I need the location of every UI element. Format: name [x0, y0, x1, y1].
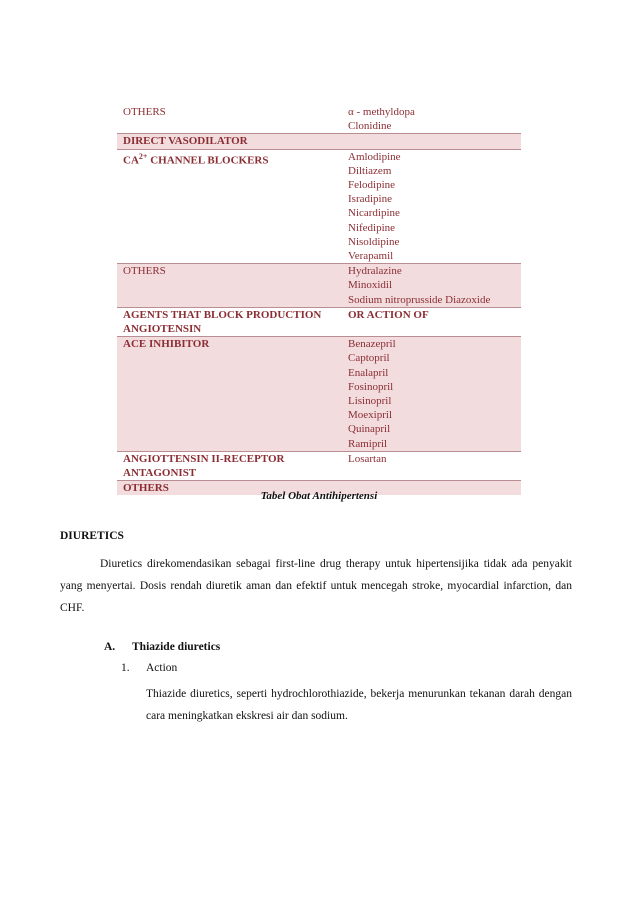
drug-name: Felodipine [348, 179, 396, 192]
paragraph-text: Diuretics direkomendasikan sebagai first-line drug therapy untuk hipertensijika tidak ada penyakit yang menyertai. Dosis rendah diuretik aman dan efektif untuk mencegah stroke, myocardial infarction, dan CHF. [60, 558, 572, 614]
drug-name: Captopril [348, 352, 390, 365]
table-row [117, 264, 521, 308]
table-row [117, 134, 521, 149]
drug-name: Sodium nitroprusside Diazoxide [348, 293, 491, 306]
table-row [117, 308, 521, 337]
drug-name: Lisinopril [348, 395, 392, 408]
drug-list [344, 105, 521, 133]
drug-name: Verapamil [348, 250, 394, 263]
section-heading: DIURETICS [60, 530, 124, 542]
drug-list [344, 308, 521, 336]
drug-list [344, 337, 521, 451]
drug-name: Enalapril [348, 366, 389, 379]
drug-name: Benazepril [348, 338, 396, 351]
drug-name: Hydralazine [348, 265, 402, 278]
antihypertensive-drug-table [117, 105, 521, 495]
drug-list [344, 452, 521, 480]
drug-class: ACE INHIBITOR [123, 338, 210, 351]
drug-class: OTHERS [123, 482, 169, 495]
drug-class: $CA^{2+}$ CHANNEL BLOCKERS [123, 151, 269, 167]
drug-list [344, 264, 521, 307]
table-caption: Tabel Obat Antihipertensi [260, 490, 378, 502]
drug-name: Nifedipine [348, 221, 396, 234]
table-row [117, 150, 521, 265]
drug-name: Isradipine [348, 193, 392, 206]
drug-name: Nisoldipine [348, 235, 400, 248]
table-row [117, 452, 521, 481]
table-row [117, 105, 521, 134]
drug-class: OTHERS [123, 265, 166, 278]
drug-name: Nicardipine [348, 207, 400, 220]
drug-name: Losartan [348, 452, 387, 465]
drug-name: Fosinopril [348, 380, 394, 393]
list-item-text: Thiazide diuretics, seperti hydrochlorothiazide, bekerja menurunkan tekanan darah dengan cara meningkatkan ekskresi air dan sodium. [146, 688, 572, 722]
drug-name: Quinapril [348, 423, 391, 436]
drug-class-continued: OR ACTION OF [348, 308, 429, 321]
drug-class: DIRECT VASODILATOR [123, 135, 248, 148]
section-paragraph [60, 553, 572, 619]
list-item-heading [121, 662, 177, 674]
drug-name: Diltiazem [348, 164, 392, 177]
drug-name: Amlodipine [348, 150, 401, 163]
drug-class: ANGIOTTENSIN II-RECEPTOR ANTAGONIST [123, 452, 285, 480]
list-item-title: Action [146, 662, 178, 674]
table-row [117, 337, 521, 452]
subsection-label: A. [104, 641, 116, 653]
list-number: 1. [121, 662, 130, 674]
drug-name: Minoxidil [348, 279, 393, 292]
drug-list [344, 150, 521, 264]
drug-name: Ramipril [348, 437, 388, 450]
drug-class: OTHERS [123, 106, 166, 118]
drug-name: α - methyldopa [348, 106, 415, 118]
subsection-title: Thiazide diuretics [132, 641, 221, 653]
drug-list [344, 134, 521, 148]
drug-class: AGENTS THAT BLOCK PRODUCTION ANGIOTENSIN [123, 308, 322, 336]
drug-name: Moexipril [348, 409, 392, 422]
drug-name: Clonidine [348, 120, 392, 133]
subsection-heading [104, 641, 220, 653]
